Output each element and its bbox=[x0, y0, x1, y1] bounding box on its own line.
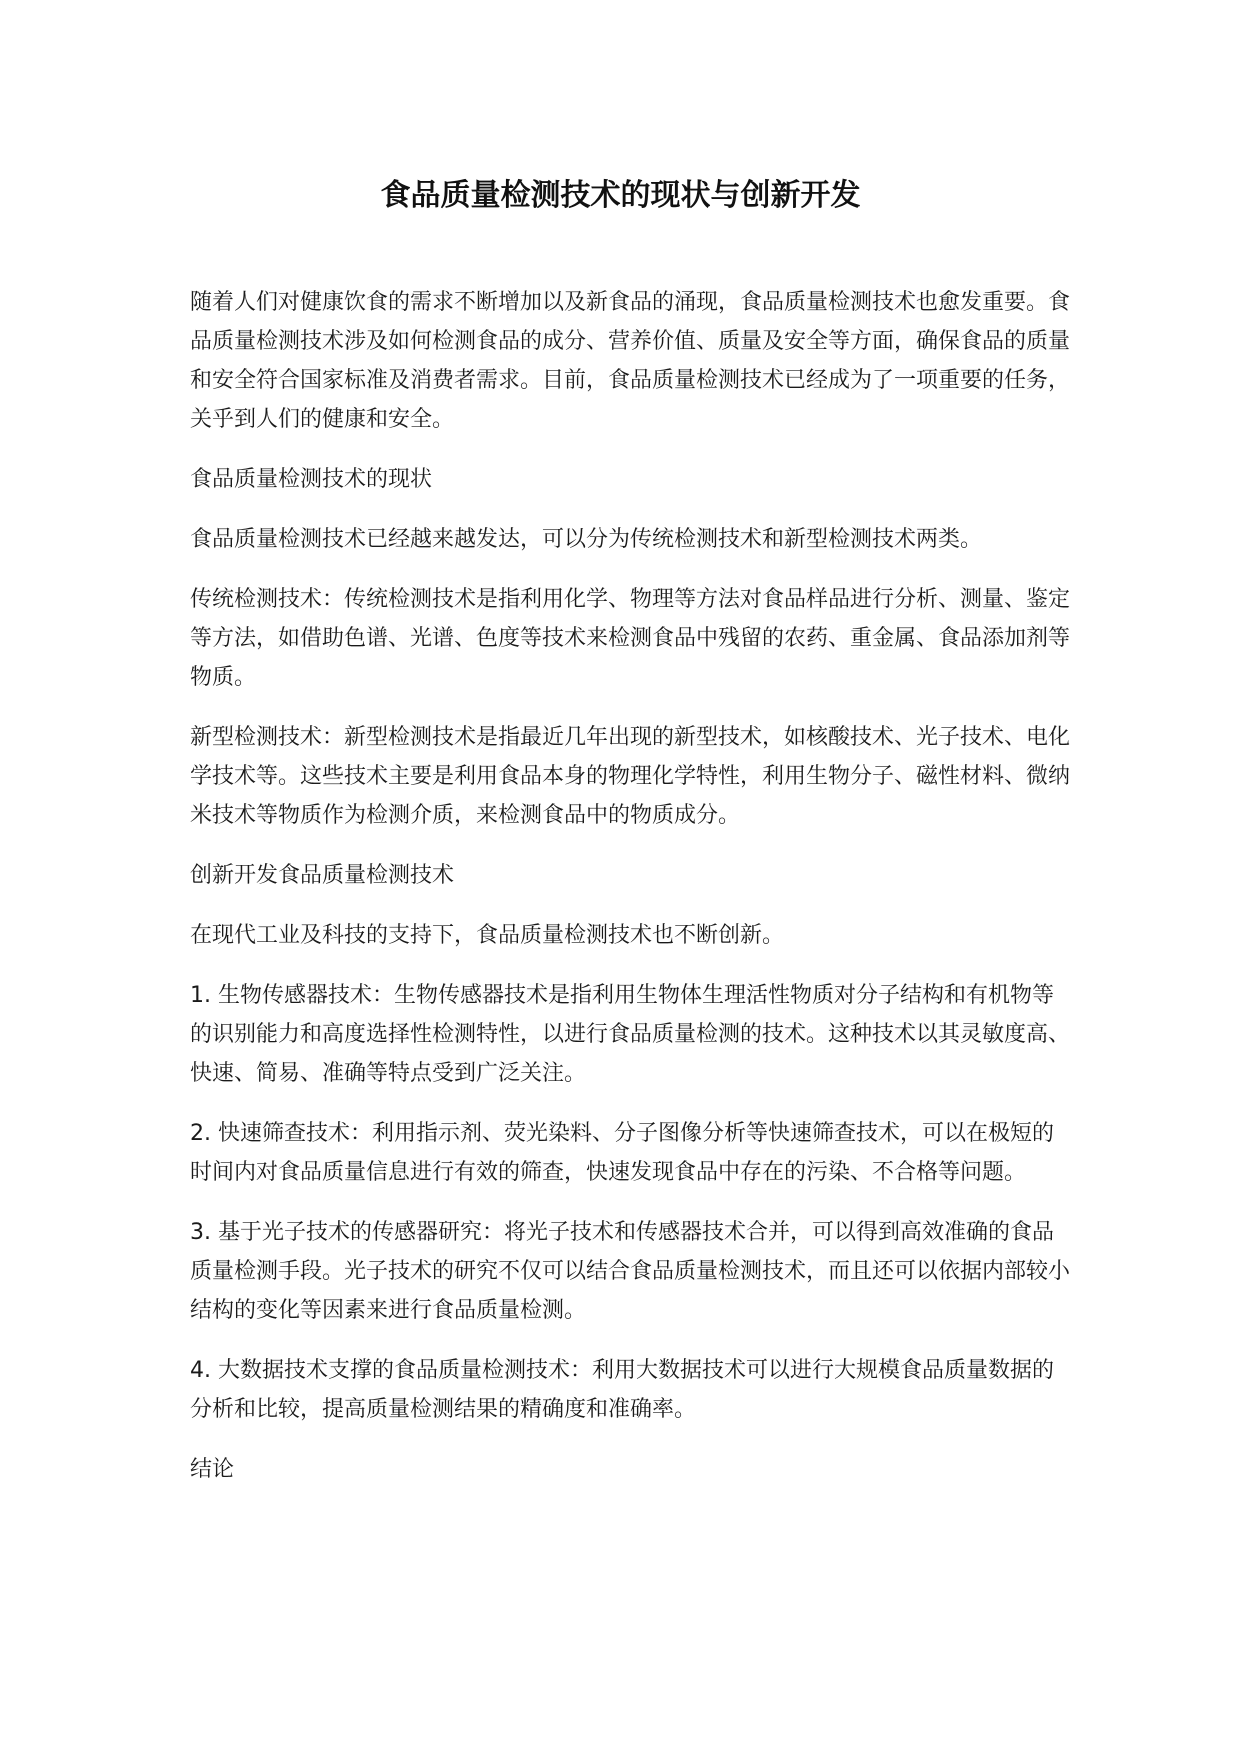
traditional-tech-paragraph: 传统检测技术：传统检测技术是指利用化学、物理等方法对食品样品进行分析、测量、鉴定等方法，如借助色谱、光谱、色度等技术来检测食品中残留的农药、重金属、食品添加剂等物质。 bbox=[190, 587, 1071, 690]
status-intro-paragraph: 食品质量检测技术已经越来越发达，可以分为传统检测技术和新型检测技术两类。 bbox=[190, 527, 983, 552]
list-item-rapid-screening: 2. 快速筛查技术：利用指示剂、荧光染料、分子图像分析等快速筛查技术，可以在极短的时间内对食品质量信息进行有效的筛查，快速发现食品中存在的污染、不合格等问题。 bbox=[190, 1121, 1054, 1185]
section-heading-status: 食品质量检测技术的现状 bbox=[190, 467, 433, 492]
list-item-biosensor: 1. 生物传感器技术：生物传感器技术是指利用生物体生理活性物质对分子结构和有机物等的识别能力和高度选择性检测特性，以进行食品质量检测的技术。这种技术以其灵敏度高、快速、简易、准确等特点受到广泛关注。 bbox=[190, 983, 1071, 1086]
section-heading-conclusion: 结论 bbox=[190, 1457, 235, 1482]
section-heading-innovation: 创新开发食品质量检测技术 bbox=[190, 863, 455, 888]
novel-tech-paragraph: 新型检测技术：新型检测技术是指最近几年出现的新型技术，如核酸技术、光子技术、电化学技术等。这些技术主要是利用食品本身的物理化学特性，利用生物分子、磁性材料、微纳米技术等物质作为检测介质，来检测食品中的物质成分。 bbox=[190, 725, 1071, 828]
innovation-intro-paragraph: 在现代工业及科技的支持下，食品质量检测技术也不断创新。 bbox=[190, 923, 785, 948]
document-body bbox=[190, 283, 1070, 1510]
list-item-big-data: 4. 大数据技术支撑的食品质量检测技术：利用大数据技术可以进行大规模食品质量数据的分析和比较，提高质量检测结果的精确度和准确率。 bbox=[190, 1358, 1054, 1422]
list-item-photonic-sensor: 3. 基于光子技术的传感器研究：将光子技术和传感器技术合并，可以得到高效准确的食品质量检测手段。光子技术的研究不仅可以结合食品质量检测技术，而且还可以依据内部较小结构的变化等因素来进行食品质量检测。 bbox=[190, 1220, 1071, 1323]
intro-paragraph: 随着人们对健康饮食的需求不断增加以及新食品的涌现，食品质量检测技术也愈发重要。食品质量检测技术涉及如何检测食品的成分、营养价值、质量及安全等方面，确保食品的质量和安全符合国家标准及消费者需求。目前，食品质量检测技术已经成为了一项重要的任务，关乎到人们的健康和安全。 bbox=[190, 290, 1071, 432]
page-title: 食品质量检测技术的现状与创新开发 bbox=[380, 178, 861, 213]
